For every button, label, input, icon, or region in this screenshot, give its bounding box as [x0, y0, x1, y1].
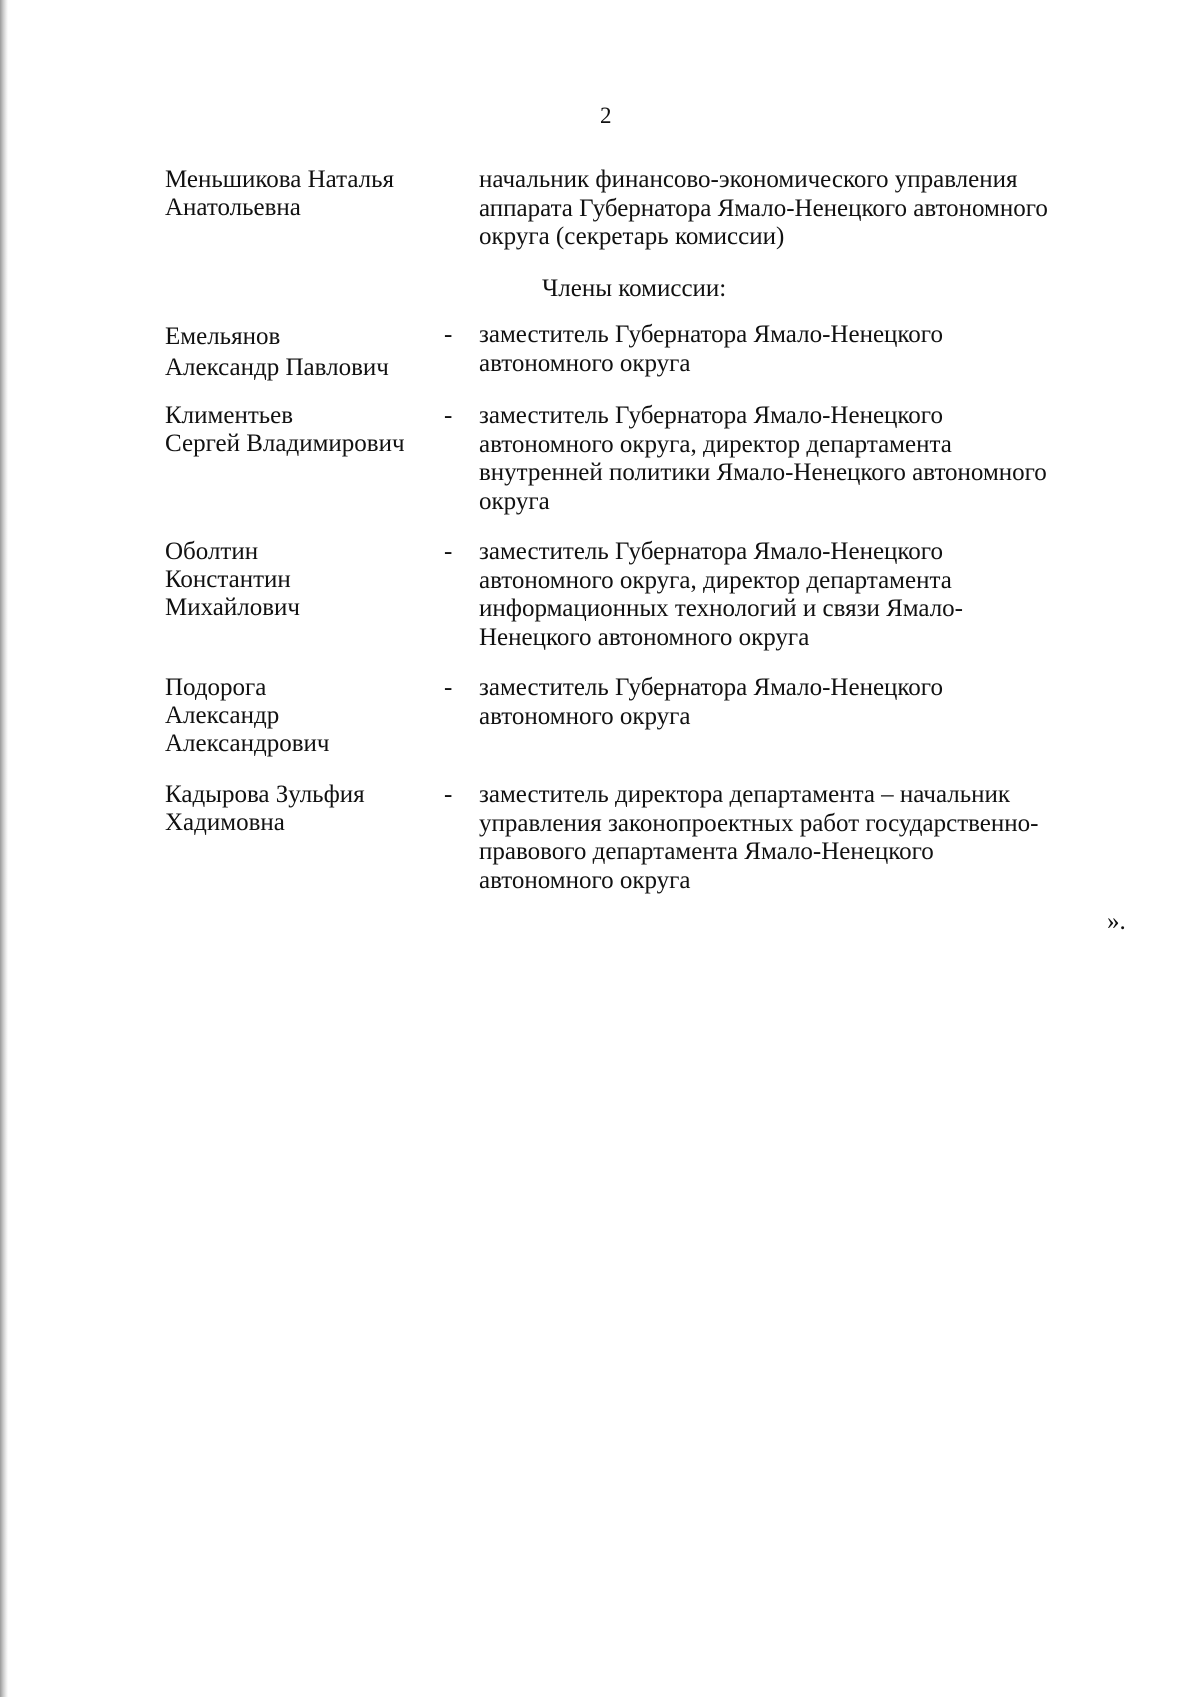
member-dash: -	[444, 674, 453, 701]
member-dash: -	[444, 538, 453, 565]
member-dash: -	[444, 781, 453, 808]
member-name: Оболтин Константин Михайлович	[165, 538, 300, 621]
member-name: Емельянов Александр Павлович	[165, 323, 389, 381]
member-role: заместитель Губернатора Ямало-Ненецкого автономного округа, директор департамента информационных технологий и связи Ямало- Ненецкого автономного округа	[479, 538, 964, 651]
member-dash: -	[444, 402, 453, 429]
member-role: заместитель Губернатора Ямало-Ненецкого автономного округа, директор департамента внутренней политики Ямало-Ненецкого автономного округа	[479, 402, 1047, 515]
members-heading: Члены комиссии:	[542, 275, 727, 302]
member-role: заместитель Губернатора Ямало-Ненецкого автономного округа	[479, 321, 943, 377]
secretary-name: Меньшикова Наталья Анатольевна	[165, 166, 395, 221]
closing-quote: ».	[1107, 908, 1126, 935]
scan-edge	[0, 0, 8, 1697]
member-name: Климентьев Сергей Владимирович	[165, 402, 405, 457]
page-number: 2	[600, 103, 612, 128]
member-role: заместитель директора департамента – начальник управления законопроектных работ государственно- правового департамента Ямало-Ненецкого автономного округа	[479, 781, 1039, 894]
member-role: заместитель Губернатора Ямало-Ненецкого автономного округа	[479, 674, 943, 730]
member-dash: -	[444, 321, 453, 348]
member-name: Подорога Александр Александрович	[165, 674, 330, 757]
member-name: Кадырова Зульфия Хадимовна	[165, 781, 365, 836]
secretary-role: начальник финансово-экономического управления аппарата Губернатора Ямало-Ненецкого автономного округа (секретарь комиссии)	[479, 166, 1048, 250]
